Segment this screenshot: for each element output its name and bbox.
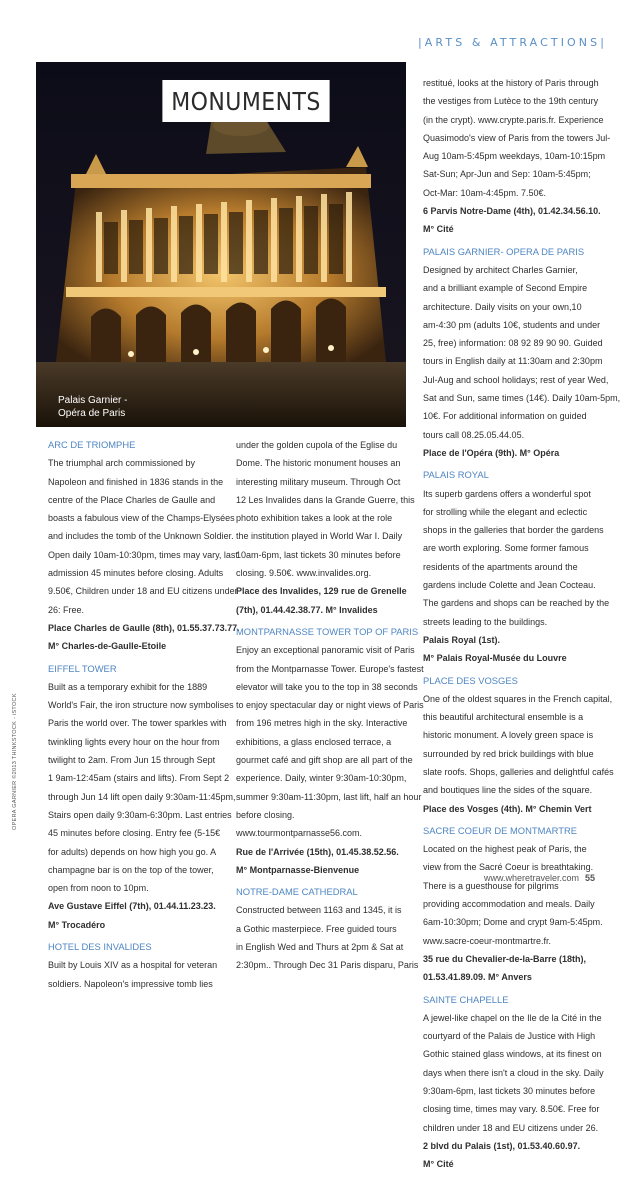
- page-footer: [484, 873, 595, 883]
- body-line: residents of the apartments around the: [423, 561, 578, 572]
- entry-notre-dame-continued: [423, 74, 611, 239]
- photo-credit: OPERA GARNIER ©2013 THINKSTOCK - iSTOCK: [12, 693, 18, 830]
- body-line: historic monument. A lovely green space is: [423, 730, 594, 741]
- body-line: closing time, times may vary. 8.50€. Free for: [423, 1104, 600, 1115]
- entry-sainte-chapelle: [423, 991, 603, 1174]
- body-line: gourmet café and gift shop are all part of the: [236, 755, 413, 766]
- hero-title: MONUMENTS: [162, 80, 329, 122]
- body-line: streets leading to the buildings.: [423, 616, 548, 627]
- body-line: Built by Louis XIV as a hospital for veteran: [48, 960, 218, 971]
- address-line: M° Cité: [423, 1159, 454, 1170]
- body-line: and includes the tomb of the Unknown Soldier.: [48, 531, 234, 542]
- body-line: Its superb gardens offers a wonderful spot: [423, 488, 591, 499]
- body-line: 6am-10:30pm; Dome and crypt 9am-5:45pm.: [423, 917, 603, 928]
- body-line: in English Wed and Thurs at 2pm & Sat at: [236, 942, 404, 953]
- body-line: gardens include Colette and Jean Cocteau.: [423, 580, 596, 591]
- address-line: (7th), 01.44.42.38.77. M° Invalides: [236, 604, 378, 615]
- body-line: this beautiful architectural ensemble is a: [423, 712, 584, 723]
- address-line: Place des Vosges (4th). M° Chemin Vert: [423, 803, 592, 814]
- address-line: Place Charles de Gaulle (8th), 01.55.37.73.77.: [48, 622, 240, 633]
- address-line: M° Trocadéro: [48, 919, 106, 930]
- body-line: tours call 08.25.05.44.05.: [423, 429, 525, 440]
- body-line: Gothic stained glass windows, at its finest on: [423, 1049, 602, 1060]
- body-line: Napoleon and finished in 1836 stands in the: [48, 476, 224, 487]
- body-line: Built as a temporary exhibit for the 1889: [48, 681, 208, 692]
- address-line: Ave Gustave Eiffel (7th), 01.44.11.23.23.: [48, 901, 216, 912]
- body-line: for adults) depends on how high you go. A: [48, 846, 217, 857]
- body-line: from the Montparnasse Tower. Europe's fastest: [236, 663, 424, 674]
- body-line: before closing.: [236, 809, 295, 820]
- hero-photo: [36, 62, 406, 427]
- body-line: 10am-6pm, last tickets 30 minutes before: [236, 549, 401, 560]
- address-line: M° Charles-de-Gaulle-Etoile: [48, 641, 167, 652]
- footer-url[interactable]: www.wheretraveler.com: [484, 873, 580, 883]
- body-line: summer 9:30am-11:30pm, last lift, half an hour: [236, 791, 422, 802]
- column-3: [423, 74, 621, 1178]
- body-line: www.sacre-coeur-montmartre.fr.: [423, 935, 552, 946]
- body-line: Jul-Aug and school holidays; rest of year Wed,: [423, 374, 609, 385]
- entry-heading: HOTEL DES INVALIDES: [48, 941, 152, 953]
- body-line: 1 9am-12:45am (stairs and lifts). From Sept 2: [48, 773, 230, 784]
- body-line: The gardens and shops can be reached by the: [423, 598, 610, 609]
- body-line: www.tourmontparnasse56.com.: [236, 828, 363, 839]
- body-line: Paris the world over. The tower sparkles with: [48, 718, 227, 729]
- body-line: and a brilliant example of Second Empire: [423, 283, 588, 294]
- address-line: M° Palais Royal-Musée du Louvre: [423, 653, 567, 664]
- address-line: M° Cité: [423, 224, 454, 235]
- body-line: There is a guesthouse for pilgrims: [423, 880, 559, 891]
- entry-eiffel-tower: [48, 660, 236, 934]
- body-line: exhibitions, a glass enclosed terrace, a: [236, 736, 392, 747]
- body-line: Aug 10am-5:45pm weekdays, 10am-10:15pm: [423, 151, 606, 162]
- column-1: [48, 436, 240, 997]
- address-line: 2 blvd du Palais (1st), 01.53.40.60.97.: [423, 1140, 581, 1151]
- body-line: are worth exploring. Some former famous: [423, 543, 589, 554]
- body-line: admission 45 minutes before closing. Adults: [48, 568, 224, 579]
- body-line: from 196 metres high in the sky. Interactive: [236, 718, 408, 729]
- body-line: 9.50€, Children under 18 and EU citizens under: [48, 586, 238, 597]
- entry-notre-dame: [236, 883, 419, 974]
- address-line: 35 rue du Chevalier-de-la-Barre (18th),: [423, 953, 587, 964]
- body-line: 25, free) information: 08 92 89 90 90. Guided: [423, 338, 603, 349]
- body-line: interesting military museum. Through Oct: [236, 476, 401, 487]
- body-line: 9:30am-6pm, last tickets 30 minutes before: [423, 1086, 596, 1097]
- page-number: 55: [585, 873, 596, 883]
- address-line: Place des Invalides, 129 rue de Grenelle: [236, 586, 407, 597]
- body-line: a Gothic masterpiece. Free guided tours: [236, 923, 397, 934]
- body-line: A jewel-like chapel on the Ile de la Cité in the: [423, 1012, 602, 1023]
- entry-heading: EIFFEL TOWER: [48, 662, 117, 674]
- body-line: and boutiques line the sides of the square.: [423, 785, 593, 796]
- body-line: courtyard of the Palais de Justice with High: [423, 1031, 596, 1042]
- entry-montparnasse-tower: [236, 623, 424, 879]
- address-line: Palais Royal (1st).: [423, 634, 501, 645]
- body-line: Oct-Mar: 10am-4:45pm. 7.50€.: [423, 187, 547, 198]
- entry-palais-royal: [423, 466, 610, 667]
- body-line: 10€. For additional information on guided: [423, 411, 587, 422]
- entry-heading: SAINTE CHAPELLE: [423, 993, 509, 1005]
- address-line: 6 Parvis Notre-Dame (4th), 01.42.34.56.10.: [423, 206, 601, 217]
- body-line: the institution played in World War I. Daily: [236, 531, 403, 542]
- body-line: Constructed between 1163 and 1345, it is: [236, 905, 402, 916]
- entry-heading: MONTPARNASSE TOWER TOP OF PARIS: [236, 625, 419, 637]
- body-line: champagne bar is on the top of the tower,: [48, 864, 214, 875]
- body-line: days when there isn't a cloud in the sky. Daily: [423, 1067, 604, 1078]
- body-line: Quasimodo's view of Paris from the towers Jul-: [423, 132, 611, 143]
- body-line: centre of the Place Charles de Gaulle and: [48, 494, 216, 505]
- entry-hotel-des-invalides: [48, 938, 230, 993]
- body-line: children under 18 and EU citizens under 26.: [423, 1122, 599, 1133]
- body-line: am-4:30 pm (adults 10€, students and under: [423, 319, 601, 330]
- entry-arc-de-triomphe: [48, 436, 240, 656]
- body-line: under the golden cupola of the Eglise du: [236, 440, 398, 450]
- body-line: restitué, looks at the history of Paris through: [423, 78, 599, 88]
- address-line: 01.53.41.89.09. M° Anvers: [423, 972, 532, 983]
- body-line: surrounded by red brick buildings with blue: [423, 748, 594, 759]
- entry-heading: PLACE DES VOSGES: [423, 674, 518, 686]
- body-line: closing. 9.50€. www.invalides.org.: [236, 568, 372, 579]
- body-line: tours in English daily at 11:30am and 2:30pm: [423, 356, 603, 367]
- address-line: Place de l'Opéra (9th). M° Opéra: [423, 447, 560, 458]
- body-line: architecture. Daily visits on your own,10: [423, 301, 582, 312]
- body-line: Designed by architect Charles Garnier,: [423, 264, 578, 275]
- body-line: twinkling lights every hour on the hour from: [48, 736, 220, 747]
- body-line: Open daily 10am-10:30pm, times may vary, last: [48, 549, 238, 560]
- entry-heading: ARC DE TRIOMPHE: [48, 439, 136, 450]
- photo-caption: [58, 394, 127, 420]
- body-line: through Jun 14 lift open daily 9:30am-11:45pm,: [48, 791, 236, 802]
- entry-place-des-vosges: [423, 672, 614, 818]
- body-line: view from the Sacré Coeur is breathtaking.: [423, 862, 594, 873]
- body-line: elevator will take you to the top in 38 seconds: [236, 681, 418, 692]
- column-2: [236, 436, 424, 979]
- entry-heading: NOTRE-DAME CATHEDRAL: [236, 886, 358, 898]
- address-line: M° Montparnasse-Bienvenue: [236, 864, 360, 875]
- entry-heading: SACRE COEUR DE MONTMARTRE: [423, 824, 578, 836]
- body-line: 2:30pm.. Through Dec 31 Paris disparu, Paris: [236, 960, 419, 971]
- body-line: World's Fair, the iron structure now symbolises: [48, 700, 234, 711]
- body-line: 26: Free.: [48, 604, 85, 615]
- body-line: to enjoy spectacular day or night views of Paris: [236, 700, 424, 711]
- caption-line: Opéra de Paris: [58, 408, 126, 419]
- body-line: Sat and Sun, same times (14€). Daily 10am-5pm,: [423, 393, 621, 404]
- body-line: twilight to 2am. From Jun 15 through Sept: [48, 755, 216, 766]
- entry-palais-garnier: [423, 243, 621, 463]
- body-line: 12 Les Invalides dans la Grande Guerre, this: [236, 494, 415, 505]
- entry-heading: PALAIS GARNIER- OPERA DE PARIS: [423, 245, 585, 257]
- caption-line: Palais Garnier -: [58, 395, 128, 406]
- body-line: soldiers. Napoleon's impressive tomb lies: [48, 978, 213, 989]
- entry-heading: PALAIS ROYAL: [423, 469, 489, 481]
- body-line: slate roofs. Shops, galleries and delightful cafés: [423, 766, 614, 777]
- body-line: Stairs open daily 9:30am-6:30pm. Last entries: [48, 809, 232, 820]
- body-line: experience. Daily, winter 9:30am-10:30pm,: [236, 773, 407, 784]
- body-line: Enjoy an exceptional panoramic visit of Paris: [236, 645, 415, 656]
- body-line: The triumphal arch commissioned by: [48, 458, 196, 469]
- body-line: boasts a fabulous view of the Champs-Elysées: [48, 513, 235, 524]
- body-line: the vestiges from Lutèce to the 19th century: [423, 96, 599, 107]
- address-line: Rue de l'Arrivée (15th), 01.45.38.52.56.: [236, 846, 399, 857]
- body-line: Sat-Sun; Apr-Jun and Sep: 10am-5:45pm;: [423, 169, 591, 180]
- entry-invalides-continued: [236, 436, 415, 619]
- body-line: shops in the galleries that border the gardens: [423, 525, 604, 536]
- entry-sacre-coeur: [423, 822, 603, 987]
- body-line: 45 minutes before closing. Entry fee (5-15€: [48, 828, 221, 839]
- body-line: Dome. The historic monument houses an: [236, 458, 401, 469]
- body-line: (in the crypt). www.crypte.paris.fr. Experience: [423, 114, 604, 125]
- section-header: |ARTS & ATTRACTIONS|: [418, 36, 608, 49]
- body-line: Located on the highest peak of Paris, the: [423, 844, 587, 855]
- body-line: for strolling while the elegant and eclectic: [423, 506, 588, 517]
- body-line: photo exhibition takes a look at the role: [236, 513, 393, 524]
- body-line: One of the oldest squares in the French capital,: [423, 693, 613, 704]
- body-line: open from noon to 10pm.: [48, 883, 149, 894]
- body-line: providing accommodation and meals. Daily: [423, 899, 595, 910]
